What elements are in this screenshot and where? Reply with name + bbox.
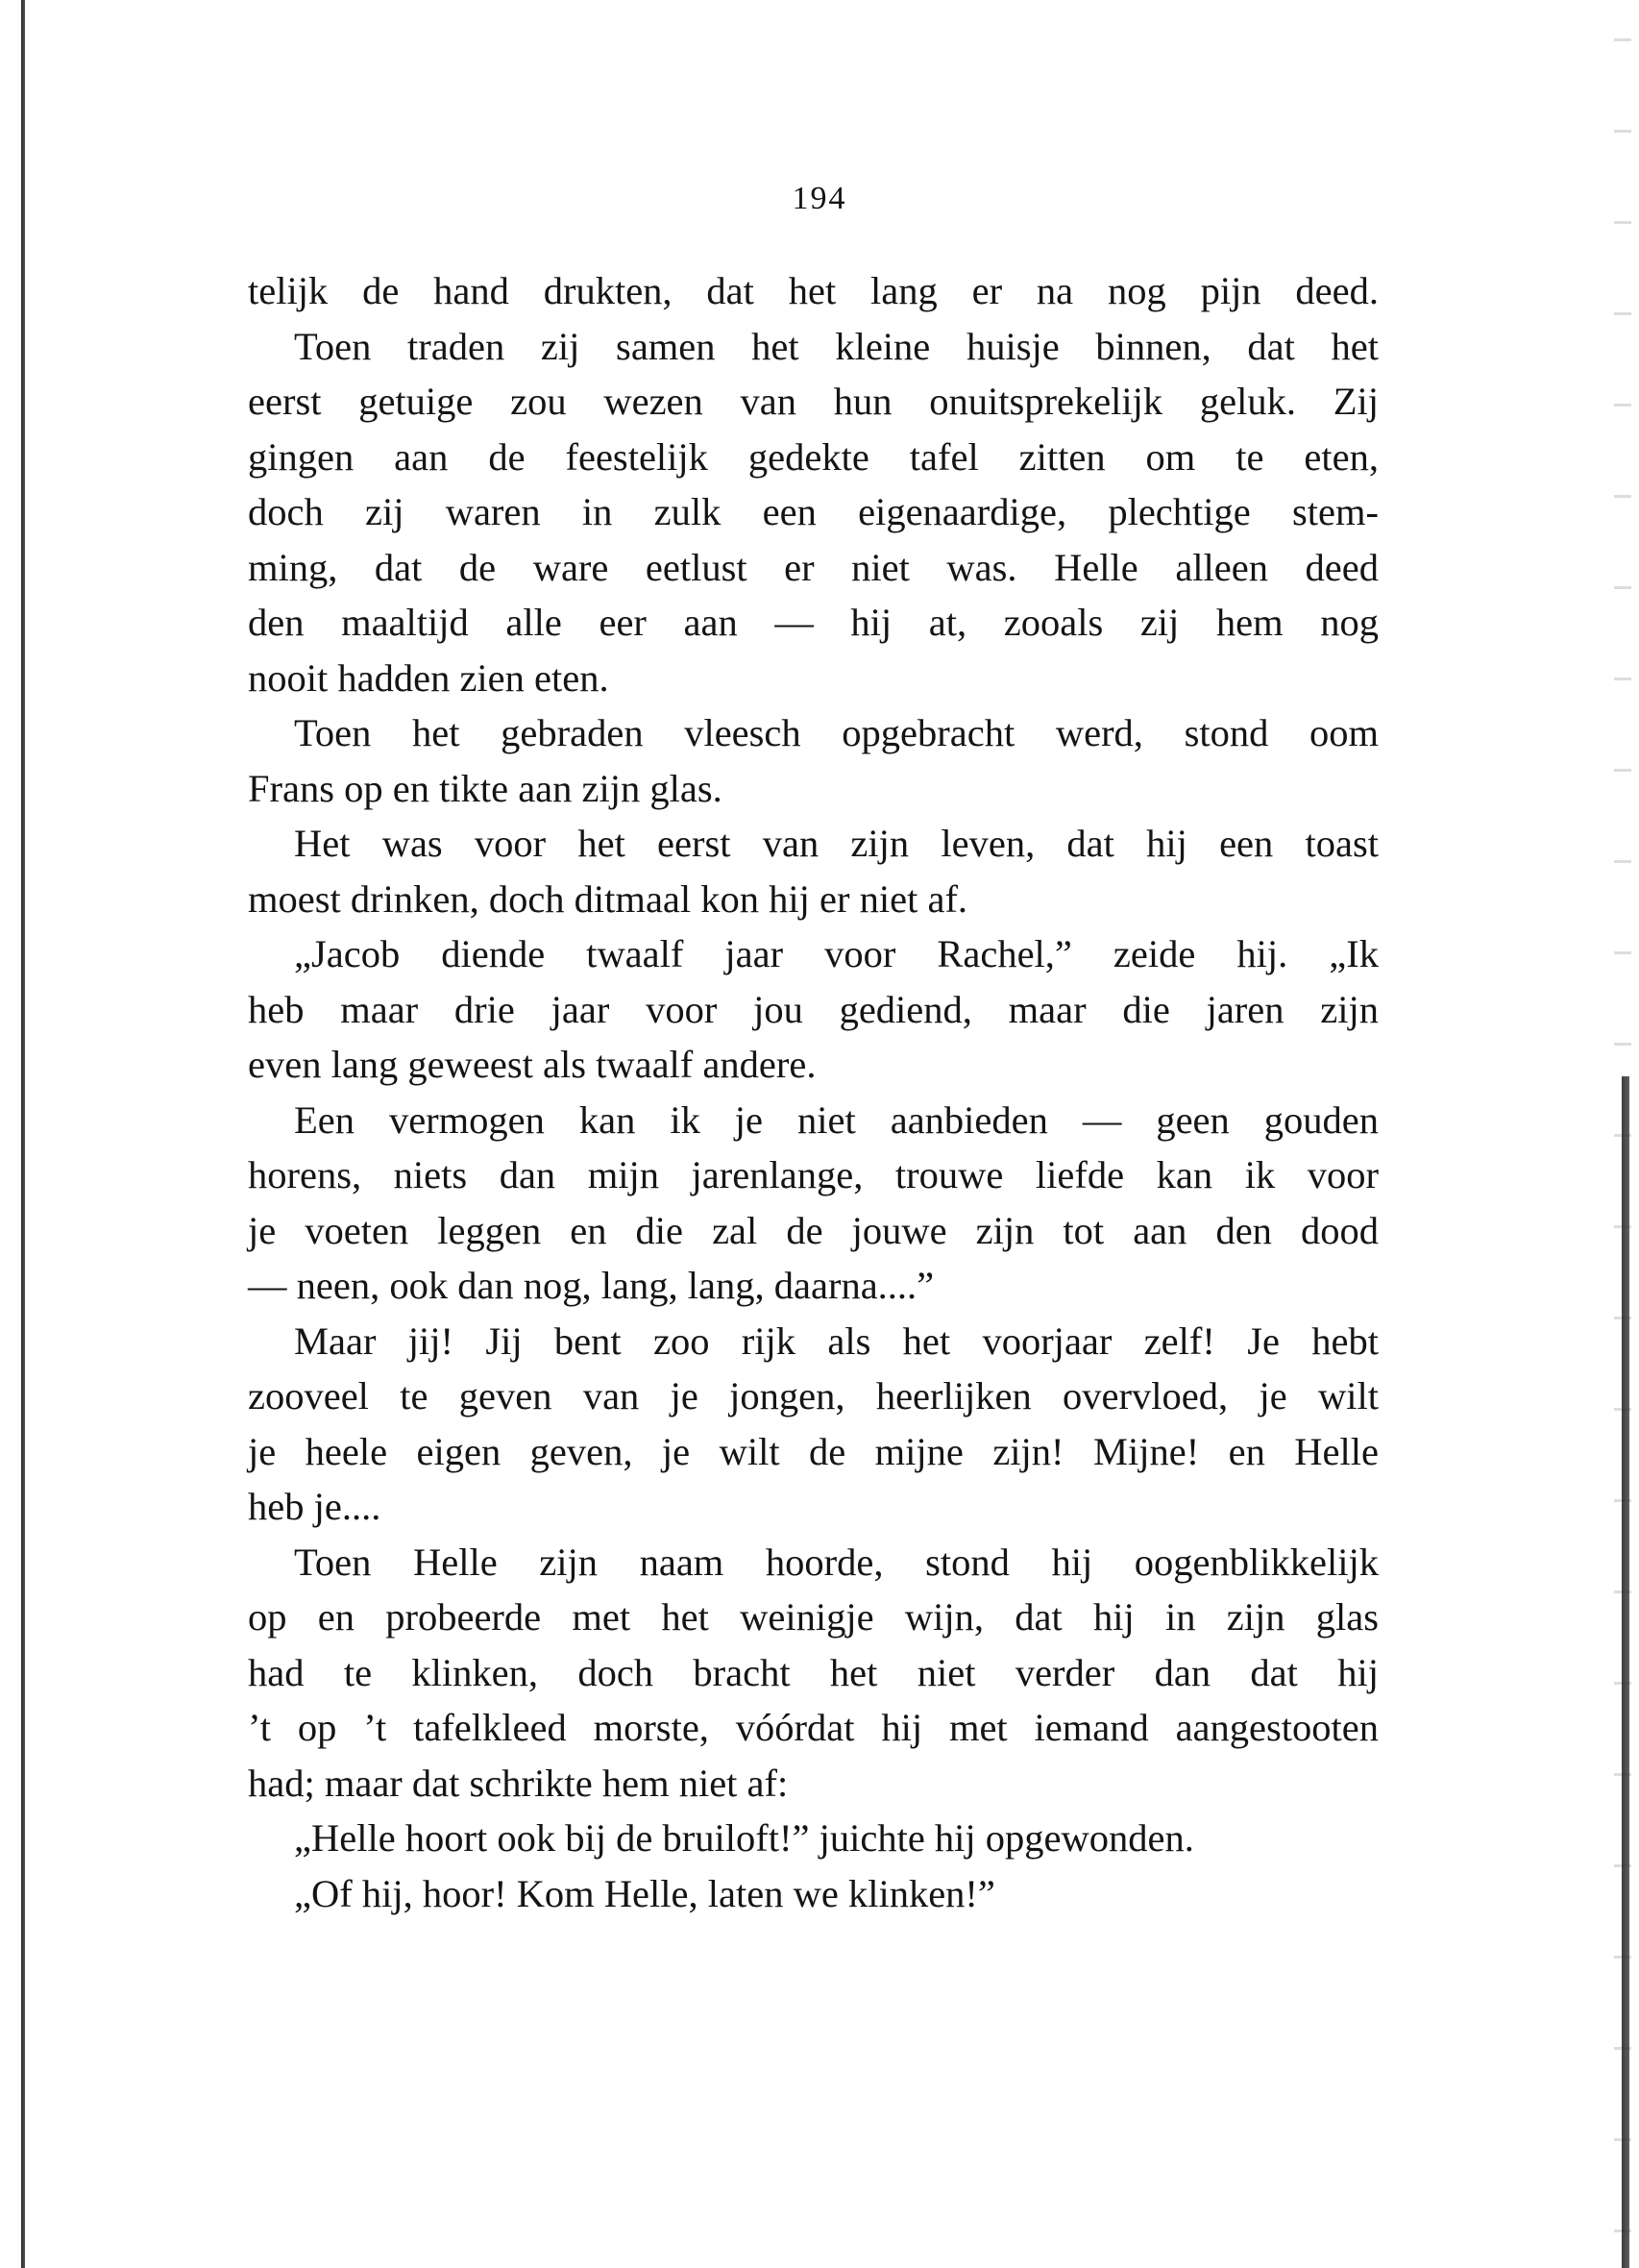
text-line: Een vermogen kan ik je niet aanbieden — geen gouden (294, 1097, 1379, 1142)
text-line: je heele eigen geven, je wilt de mijne zijn! Mijne! en Helle (248, 1429, 1379, 1473)
text-line: „Helle hoort ook bij de bruiloft!” juichte hij opgewonden. (294, 1816, 1194, 1860)
text-line: je voeten leggen en die zal de jouwe zijn tot aan den dood (248, 1208, 1379, 1252)
scan-right-edge-shadow (1622, 1076, 1629, 2268)
text-line: telijk de hand drukten, dat het lang er na nog pijn deed. (248, 269, 1379, 312)
text-line: moest drinken, doch ditmaal kon hij er niet af. (248, 876, 968, 921)
text-line: ’t op ’t tafelkleed morste, vóórdat hij met iemand aangestooten (248, 1706, 1379, 1749)
body-text (248, 263, 1379, 1921)
text-line: Het was voor het eerst van zijn leven, dat hij een toast (294, 822, 1379, 865)
text-line: horens, niets dan mijn jarenlange, trouwe liefde kan ik voor (248, 1153, 1379, 1196)
text-line: Toen Helle zijn naam hoorde, stond hij oogenblikkelijk (294, 1540, 1379, 1584)
text-line: ming, dat de ware eetlust er niet was. Helle alleen deed (248, 545, 1379, 589)
text-line: doch zij waren in zulk een eigenaardige, plechtige stem- (248, 490, 1379, 533)
text-line: op en probeerde met het weinigje wijn, dat hij in zijn glas (248, 1595, 1379, 1639)
text-line: had te klinken, doch bracht het niet verder dan dat hij (248, 1650, 1379, 1694)
text-line: Frans op en tikte aan zijn glas. (248, 766, 722, 810)
text-line: den maaltijd alle eer aan — hij at, zooals zij hem nog (248, 601, 1379, 644)
text-line: — neen, ook dan nog, lang, lang, daarna....” (248, 1264, 935, 1307)
text-line: heb maar drie jaar voor jou gediend, maar die jaren zijn (248, 987, 1379, 1031)
text-line: heb je.... (248, 1485, 381, 1528)
text-line: nooit hadden zien eten. (248, 655, 609, 700)
text-line: „Jacob diende twaalf jaar voor Rachel,” zeide hij. „Ik (294, 932, 1379, 975)
text-line: Maar jij! Jij bent zoo rijk als het voorjaar zelf! Je hebt (294, 1319, 1379, 1363)
text-line: gingen aan de feestelijk gedekte tafel zitten om te eten, (248, 434, 1379, 479)
text-line: eerst getuige zou wezen van hun onuitsprekelijk geluk. Zij (248, 380, 1379, 423)
page-number: 194 (792, 181, 847, 216)
text-line: „Of hij, hoor! Kom Helle, laten we klinken!” (294, 1871, 995, 1915)
text-line: Toen het gebraden vleesch opgebracht werd, stond oom (294, 711, 1379, 754)
text-line: Toen traden zij samen het kleine huisje binnen, dat het (294, 324, 1379, 368)
text-line: had; maar dat schrikte hem niet af: (248, 1761, 789, 1805)
text-line: zooveel te geven van je jongen, heerlijken overvloed, je wilt (248, 1374, 1379, 1418)
text-line: even lang geweest als twaalf andere. (248, 1043, 817, 1086)
scan-left-edge (21, 0, 25, 2268)
